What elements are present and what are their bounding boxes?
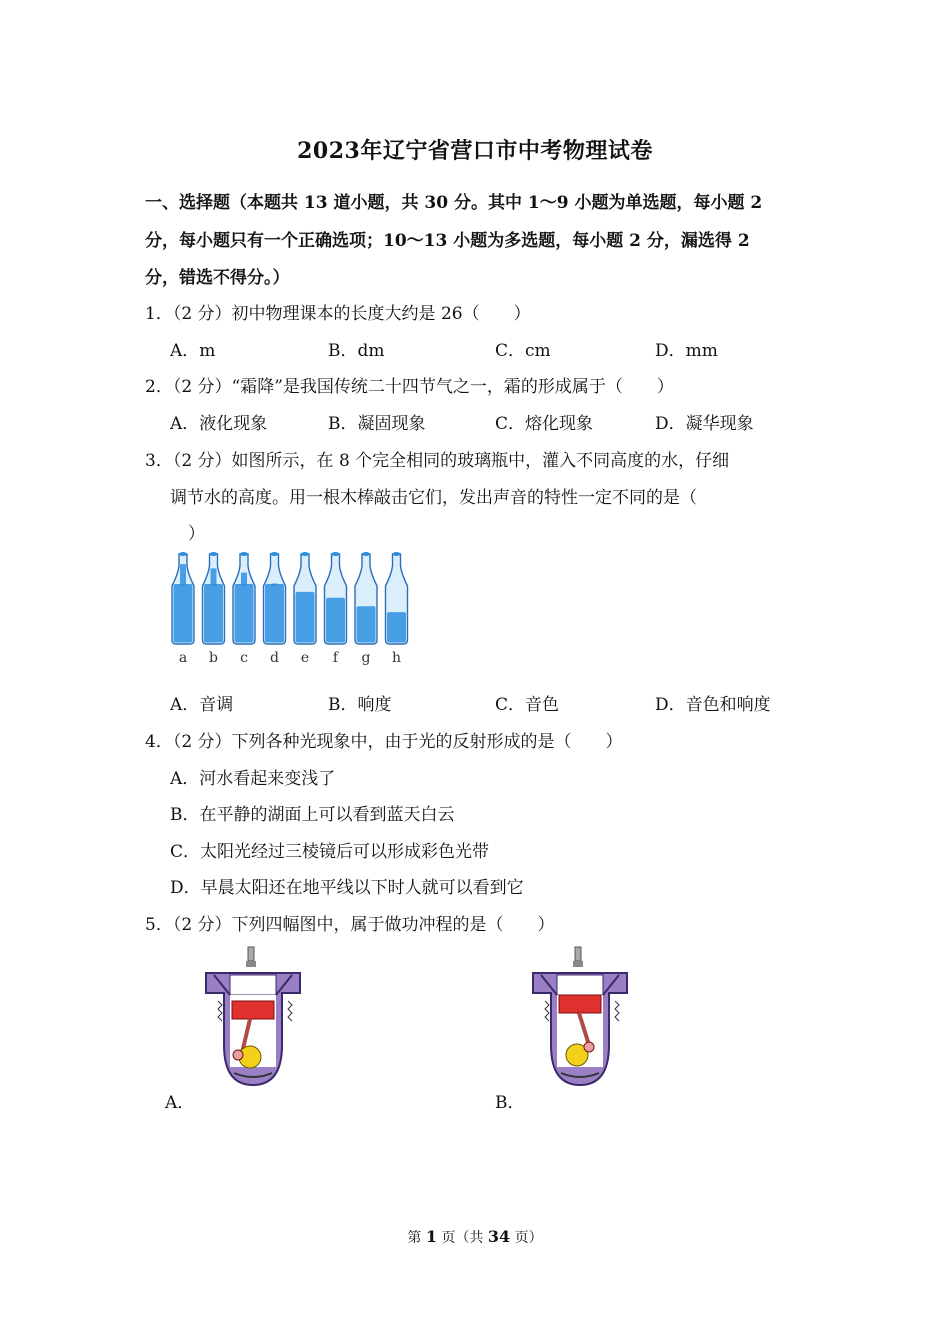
question-1-option-b: B．dm	[328, 341, 385, 361]
footer-suffix: 页）	[510, 1230, 543, 1246]
section-heading-line-2: 分，每小题只有一个正确选项；10～13 小题为多选题，每小题 2 分，漏选得 2	[145, 231, 750, 251]
question-5-option-a: A．	[165, 1093, 195, 1113]
question-3-option-c: C．音色	[495, 695, 560, 715]
bottle-mouth-g	[362, 552, 370, 556]
footer-page-number: 1	[425, 1227, 437, 1246]
bottle-f	[325, 552, 347, 666]
bottle-water-f	[326, 598, 345, 643]
bottle-mouth-h	[393, 552, 401, 556]
bottles-figure	[165, 550, 425, 674]
section-heading-line-3: 分，错选不得分。）	[145, 268, 290, 288]
footer-middle: 页（共	[436, 1230, 488, 1246]
bottle-water-b	[204, 584, 223, 643]
footer-total-pages: 34	[487, 1227, 511, 1246]
section-heading-line-1: 一、选择题（本题共 13 道小题，共 30 分。其中 1～9 小题为单选题，每小题 2	[145, 193, 763, 213]
bottle-label-f: f	[332, 650, 339, 666]
engine-diagram-a	[200, 945, 310, 1099]
bottle-label-c: c	[240, 650, 248, 666]
bottle-mouth-a	[179, 552, 187, 556]
question-4-option-c: C．太阳光经过三棱镜后可以形成彩色光带	[170, 842, 490, 862]
question-3-option-b: B．响度	[328, 695, 392, 715]
question-2-option-d: D．凝华现象	[655, 414, 754, 434]
question-1-stem: 1．（2 分）初中物理课本的长度大约是 26（ ）	[145, 304, 531, 324]
page-footer	[0, 1227, 950, 1247]
footer-prefix: 第	[407, 1230, 426, 1246]
bottle-g	[355, 552, 377, 666]
bottle-mouth-f	[332, 552, 340, 556]
bottle-water-e	[296, 592, 315, 643]
bottle-neck-water-b	[211, 568, 217, 586]
bottle-h	[386, 552, 408, 666]
bottle-e	[294, 552, 316, 666]
bottle-label-g: g	[361, 650, 371, 666]
bottle-label-h: h	[391, 650, 402, 666]
bottle-water-g	[357, 606, 376, 642]
bottle-label-b: b	[209, 650, 218, 666]
bottle-water-c	[235, 584, 254, 643]
question-1-option-d: D．mm	[655, 341, 718, 361]
question-3-stem-line-3: ）	[188, 524, 205, 544]
question-1-option-a: A．m	[170, 341, 216, 361]
page-title: 2023年辽宁省营口市中考物理试卷	[297, 138, 653, 164]
bottle-a	[172, 552, 194, 666]
question-2-option-c: C．熔化现象	[495, 414, 594, 434]
bottle-b	[203, 552, 225, 666]
bottle-water-h	[387, 612, 406, 642]
bottle-neck-water-d	[272, 584, 278, 586]
bottle-water-d	[265, 584, 284, 643]
question-3-stem-line-1: 3．（2 分）如图所示，在 8 个完全相同的玻璃瓶中，灌入不同高度的水，仔细	[145, 451, 730, 471]
bottle-mouth-b	[210, 552, 218, 556]
question-2-option-a: A．液化现象	[170, 414, 268, 434]
bottle-label-a: a	[178, 650, 188, 666]
engine-diagram-b	[527, 945, 637, 1099]
bottle-neck-water-c	[241, 573, 247, 586]
question-5-option-b: B．	[495, 1093, 525, 1113]
bottle-neck-water-a	[180, 564, 186, 586]
question-2-stem: 2．（2 分）“霜降”是我国传统二十四节气之一，霜的形成属于（ ）	[145, 377, 674, 397]
question-2-option-b: B．凝固现象	[328, 414, 426, 434]
bottle-mouth-d	[271, 552, 279, 556]
bottle-water-a	[174, 584, 193, 643]
bottle-d	[264, 552, 286, 666]
question-1-option-c: C．cm	[495, 341, 551, 361]
bottle-mouth-c	[240, 552, 248, 556]
question-4-option-d: D．早晨太阳还在地平线以下时人就可以看到它	[170, 878, 524, 898]
question-4-option-a: A．河水看起来变浅了	[170, 769, 336, 789]
question-3-option-a: A．音调	[170, 695, 234, 715]
question-4-stem: 4．（2 分）下列各种光现象中，由于光的反射形成的是（ ）	[145, 732, 623, 752]
question-3-option-d: D．音色和响度	[655, 695, 771, 715]
question-3-stem-line-2: 调节水的高度。用一根木棒敲击它们，发出声音的特性一定不同的是（	[170, 488, 697, 508]
bottle-label-d: d	[270, 650, 279, 666]
question-4-option-b: B．在平静的湖面上可以看到蓝天白云	[170, 805, 455, 825]
question-5-stem: 5．（2 分）下列四幅图中，属于做功冲程的是（ ）	[145, 915, 555, 935]
bottle-mouth-e	[301, 552, 309, 556]
bottle-label-e: e	[300, 650, 310, 666]
bottle-c	[233, 552, 255, 666]
bottles-illustration	[165, 550, 425, 670]
